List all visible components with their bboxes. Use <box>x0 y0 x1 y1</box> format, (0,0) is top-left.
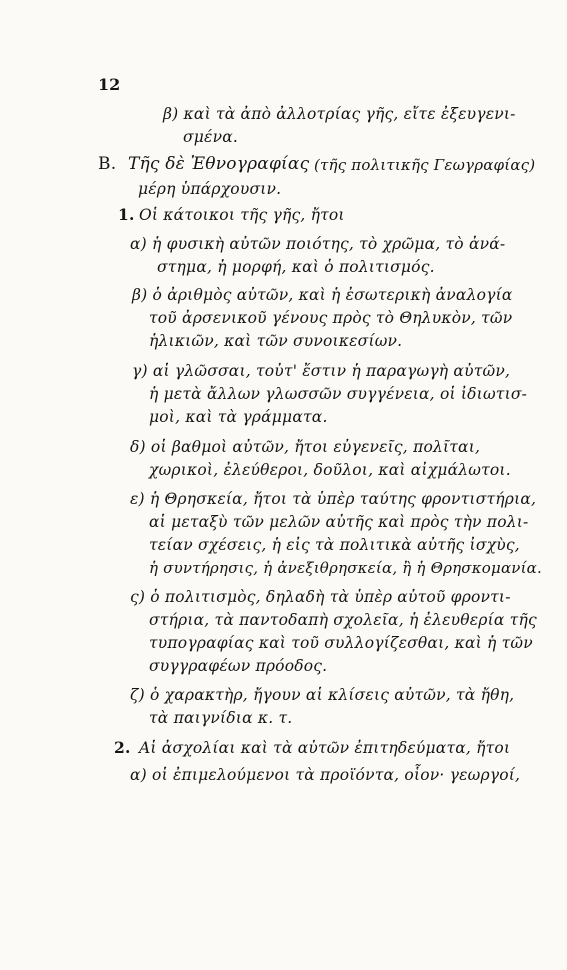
text-line: αἱ μεταξὺ τῶν μελῶν αὐτῆς καὶ πρὸς τὴν πολι- <box>149 513 529 531</box>
section-heading-parenthetical: (τῆς πολιτικῆς Γεωγραφίας) <box>314 156 536 174</box>
text-line: τὰ παιγνίδια κ. τ. <box>149 709 293 727</box>
text-line: στημα, ἡ μορφή, καὶ ὁ πολιτισμός. <box>157 258 435 276</box>
text-line: ἡ συντήρησις, ἡ ἀνεξιθρησκεία, ἢ ἡ Θρησκομανία. <box>149 559 542 577</box>
text-line: β) ὁ ἀριθμὸς αὐτῶν, καὶ ἡ ἐσωτερικὴ ἀναλογία <box>132 286 513 304</box>
text-line: ζ) ὁ χαρακτὴρ, ἤγουν αἱ κλίσεις αὐτῶν, τὰ ἤθη, <box>130 686 515 704</box>
text-line: μοὶ, καὶ τὰ γράμματα. <box>149 408 328 426</box>
page-number: 12 <box>98 75 121 94</box>
section-heading: Τῆς δὲ Ἐθνογραφίας <box>128 154 310 174</box>
text-line: δ) οἱ βαθμοὶ αὐτῶν, ἤτοι εὐγενεῖς, πολῖται, <box>130 438 481 456</box>
section-letter: B. <box>98 154 117 174</box>
text-line: α) ἡ φυσικὴ αὐτῶν ποιότης, τὸ χρῶμα, τὸ ἀνά- <box>130 235 506 253</box>
text-line: συγγραφέων πρόοδος. <box>149 657 328 675</box>
item-heading: Οἱ κάτοικοι τῆς γῆς, ἤτοι <box>139 206 345 224</box>
text-line: στήρια, τὰ παντοδαπὴ σχολεῖα, ἡ ἐλευθερία τῆς <box>149 611 537 629</box>
text-line: μέρη ὑπάρχουσιν. <box>138 180 282 198</box>
text-line: ἡ μετὰ ἄλλων γλωσσῶν συγγένεια, οἱ ἰδιωτισ- <box>149 385 528 403</box>
text-line: ε) ἡ Θρησκεία, ἤτοι τὰ ὑπὲρ ταύτης φροντιστήρια, <box>130 490 537 508</box>
text-line: α) οἱ ἐπιμελούμενοι τὰ προϊόντα, οἷον· γεωργοί, <box>130 766 521 784</box>
item-number: 1. <box>118 205 135 224</box>
text-line: τυπογραφίας καὶ τοῦ συλλογίζεσθαι, καὶ ἡ τῶν <box>149 634 533 652</box>
text-line: χωρικοὶ, ἐλεύθεροι, δοῦλοι, καὶ αἰχμάλωτοι. <box>149 461 511 479</box>
item-heading: Αἱ ἀσχολίαι καὶ τὰ αὐτῶν ἐπιτηδεύματα, ἤτοι <box>139 739 511 757</box>
text-line: ἡλικιῶν, καὶ τῶν συνοικεσίων. <box>149 332 403 350</box>
text-line: τείαν σχέσεις, ἡ εἰς τὰ πολιτικὰ αὐτῆς ἰσχὺς, <box>149 536 520 554</box>
text-line: γ) αἱ γλῶσσαι, τοὐτ' ἔστιν ἡ παραγωγὴ αὐτῶν, <box>132 362 511 380</box>
text-line: τοῦ ἀρσενικοῦ γένους πρὸς τὸ Θηλυκὸν, τῶν <box>149 309 513 327</box>
text-line: σμένα. <box>183 128 238 146</box>
text-line: β) καὶ τὰ ἀπὸ ἀλλοτρίας γῆς, εἴτε ἐξευγενι- <box>163 105 516 123</box>
item-number: 2. <box>114 738 131 757</box>
text-line: ς) ὁ πολιτισμὸς, δηλαδὴ τὰ ὑπὲρ αὐτοῦ φροντι- <box>130 588 511 606</box>
